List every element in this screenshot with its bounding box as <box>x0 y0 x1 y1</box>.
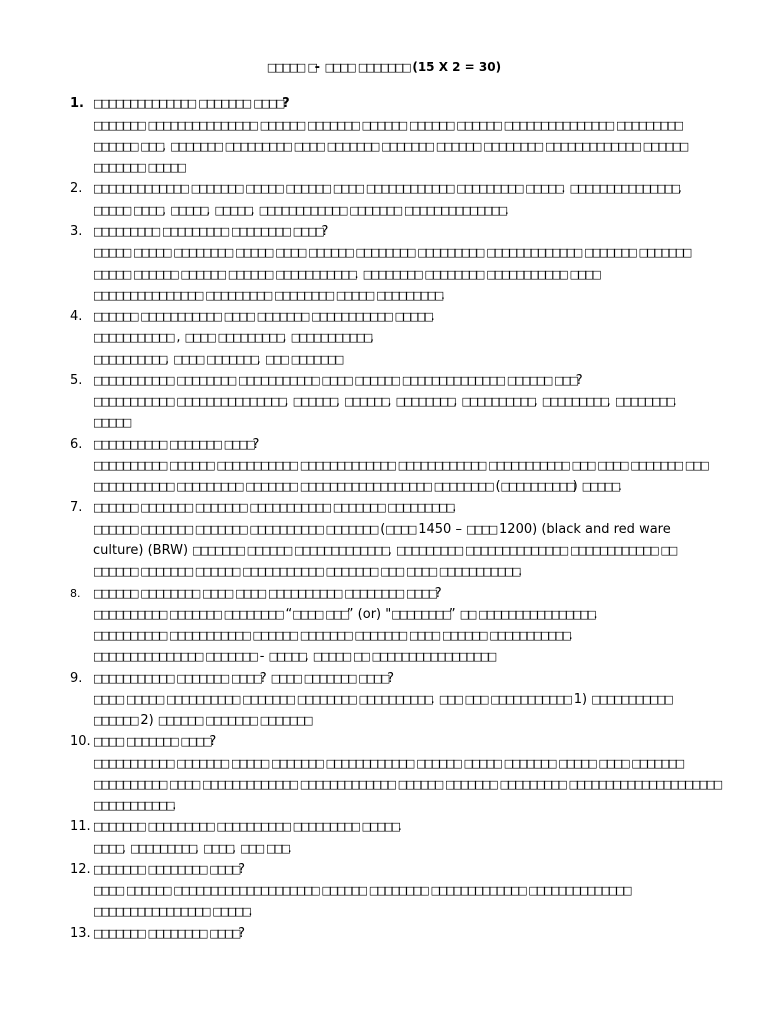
answer-line: □□□□□□ □□□□□□□ □□□□□□□ □□□□□□□□□□ □□□□□□□ (□□□□ 1450 – □□□□ 1200) (black and red ware <box>93 521 671 537</box>
question-number: 2. <box>70 181 83 197</box>
question-number: 11. <box>70 819 91 835</box>
answer-line: □□□□ □□□□□□ □□□□□□□□□□□□□□□□□□□□ □□□□□□ □□□□□□□□ □□□□□□□□□□□□□ □□□□□□□□□□□□□□ <box>93 884 630 898</box>
question-body <box>93 178 730 221</box>
answer-line: □□□□ □□□□□ □□□□□□□□□□ □□□□□□□ □□□□□□□□ □□□□□□□□□□. □□□ □□□ □□□□□□□□□□□ 1) □□□□□□□□□□□ <box>93 691 671 707</box>
answer-line: □□□□□□□□□□ □□□□□□ □□□□□□□□□□□ □□□□□□□□□□□□□ □□□□□□□□□□□□ □□□□□□□□□□□ □□□ □□□□ □□□□□□□ □□□ <box>93 458 707 472</box>
answer-line: □□□□□□□□□□□□□□□ □□□□□□□□□ □□□□□□□□ □□□□□ □□□□□□□□□. <box>93 287 446 303</box>
question-number: 4. <box>70 309 83 325</box>
question-item <box>70 668 730 732</box>
question-body <box>93 668 730 732</box>
answer-line: culture) (BRW) □□□□□□□ □□□□□□ □□□□□□□□□□□□□, □□□□□□□□□ □□□□□□□□□□□□□□ □□□□□□□□□□□□ □□ <box>93 542 675 558</box>
question-text: □□□□□□□ □□□□□□□□ □□□□? <box>93 861 246 877</box>
question-item <box>70 178 730 221</box>
question-body <box>93 583 730 668</box>
answer-line: □□□□□□□□□□□ □□□□□□□□□ □□□□□□□ □□□□□□□□□□□□□□□□□□ □□□□□□□□ (□□□□□□□□□□) □□□□□. <box>93 479 622 495</box>
answer-line: □□□□□□□□□□□ □□□□□□□□□□□□□□□, □□□□□□, □□□□□□, □□□□□□□□, □□□□□□□□□□, □□□□□□□□□, □□□□□□□□. <box>93 394 677 410</box>
answer-line: □□□□□□□□□□ □□□□ □□□□□□□□□□□□□ □□□□□□□□□□□□□ □□□□□□ □□□□□□□ □□□□□□□□□ □□□□□□□□□□□□□□□□□□□□□ <box>93 777 720 791</box>
question-text: □□□□ □□□□□□□ □□□□? <box>93 734 217 750</box>
section-title-text: □□□□□ □- □□□□ □□□□□□□ <box>266 60 409 75</box>
question-body <box>93 731 730 816</box>
answer-line: □□□□□□□□□□ □□□□□□□□□□□ □□□□□□ □□□□□□□ □□□□□□□ □□□□ □□□□□□ □□□□□□□□□□□. <box>93 628 573 644</box>
question-body <box>93 221 730 306</box>
question-text: □□□□□□ □□□□□□□□ □□□□ □□□□ □□□□□□□□□□ □□□□□□□□ □□□□? <box>93 585 442 601</box>
question-text: □□□□□□□□□□□ □□□□□□□□ □□□□□□□□□□□ □□□□ □□□□□□ □□□□□□□□□□□□□□ □□□□□□ □□□? <box>93 372 583 388</box>
answer-line: □□□□□□□ □□□□□ <box>93 161 184 175</box>
question-number: 7. <box>70 500 83 516</box>
answer-line: □□□□□□ 2) □□□□□□ □□□□□□□ □□□□□□□ <box>93 713 311 729</box>
question-body <box>93 434 730 498</box>
answer-line: □□□□□□□□□□□. <box>93 798 177 814</box>
question-body <box>93 859 730 923</box>
question-number: 9. <box>70 670 83 686</box>
answer-line: □□□□□□□□□□ □□□□□□□ □□□□□□□□ “□□□□ □□□” (or) "□□□□□□□□” □□ □□□□□□□□□□□□□□□□. <box>93 606 598 622</box>
answer-line: □□□□□□ □□□□□□□ □□□□□□ □□□□□□□□□□□ □□□□□□□ □□□ □□□□ □□□□□□□□□□□. <box>93 564 523 580</box>
answer-line: □□□□□ □□□□□ □□□□□□□□ □□□□□ □□□□ □□□□□□ □□□□□□□□ □□□□□□□□□ □□□□□□□□□□□□□ □□□□□□□ □□□□□□□ <box>93 246 690 260</box>
answer-line: □□□□□□□□□□□□□□□ □□□□□□□ - □□□□□, □□□□□ □□ □□□□□□□□□□□□□□□□□ <box>93 649 495 665</box>
question-text: □□□□□□□ □□□□□□□□□ □□□□□□□□□□ □□□□□□□□□ □□□□□. <box>93 819 402 835</box>
question-body <box>93 497 730 582</box>
question-number: 12. <box>70 861 91 877</box>
question-text: □□□□□□□□□□□ □□□□□□□ □□□□? □□□□ □□□□□□□ □□□□? <box>93 670 395 686</box>
answer-line: □□□□□□□□□□□□□□□□ □□□□□. <box>93 904 253 920</box>
question-body <box>93 93 730 178</box>
question-item <box>70 859 730 923</box>
question-item <box>70 583 730 668</box>
answer-line: □□□□□□ □□□, □□□□□□□ □□□□□□□□□ □□□□ □□□□□□□ □□□□□□□ □□□□□□ □□□□□□□□ □□□□□□□□□□□□□ □□□□□□ <box>93 138 686 154</box>
question-item <box>70 93 730 178</box>
question-number: 3. <box>70 223 83 239</box>
question-item <box>70 370 730 434</box>
question-body <box>93 923 730 944</box>
question-list <box>70 93 730 944</box>
answer-line: □□□□□ <box>93 416 130 430</box>
question-body <box>93 306 730 370</box>
question-number: 8. <box>70 586 81 600</box>
answer-line: □□□□□□□□□□, □□□□ □□□□□□□, □□□ □□□□□□□ <box>93 351 342 367</box>
question-text: □□□□□□□□□□ □□□□□□□ □□□□? <box>93 436 260 452</box>
question-text: □□□□□□□□□ □□□□□□□□□ □□□□□□□□ □□□□? <box>93 223 329 239</box>
question-body <box>93 816 730 859</box>
question-text: □□□□□□□□□□□□□ □□□□□□□ □□□□□ □□□□□□ □□□□ □□□□□□□□□□□□ □□□□□□□□□ □□□□□. □□□□□□□□□□□□□□□, <box>93 181 682 197</box>
answer-line: □□□□□□□□□□□ , □□□□ □□□□□□□□□, □□□□□□□□□□□, <box>93 330 375 346</box>
question-text: □□□□□□□ □□□□□□□□ □□□□? <box>93 925 246 941</box>
question-number: 13. <box>70 925 91 941</box>
question-item <box>70 923 730 944</box>
answer-line: □□□□□□□□□□□ □□□□□□□ □□□□□ □□□□□□□ □□□□□□□□□□□□ □□□□□□ □□□□□ □□□□□□□ □□□□□ □□□□ □□□□□□□ <box>93 756 682 770</box>
question-text: □□□□□□ □□□□□□□□□□□ □□□□ □□□□□□□ □□□□□□□□□□□ □□□□□. <box>93 309 435 325</box>
answer-line: □□□□, □□□□□□□□□, □□□□, □□□ □□□. <box>93 840 292 856</box>
answer-line: □□□□□ □□□□□□ □□□□□□ □□□□□□ □□□□□□□□□□□. □□□□□□□□ □□□□□□□□ □□□□□□□□□□□ □□□□ <box>93 266 599 282</box>
question-item <box>70 497 730 582</box>
question-number: 10. <box>70 734 91 750</box>
question-item <box>70 434 730 498</box>
question-number: 5. <box>70 372 83 388</box>
question-text: □□□□□□□□□□□□□□ □□□□□□□ □□□□? <box>93 96 290 112</box>
question-item <box>70 221 730 306</box>
question-body <box>93 370 730 434</box>
question-number: 6. <box>70 436 83 452</box>
question-item <box>70 731 730 816</box>
question-number: 1. <box>70 96 84 112</box>
section-title <box>0 57 768 78</box>
section-marks: (15 X 2 = 30) <box>412 60 502 74</box>
answer-line: □□□□□□□ □□□□□□□□□□□□□□□ □□□□□□ □□□□□□□ □□□□□□ □□□□□□ □□□□□□ □□□□□□□□□□□□□□□ □□□□□□□□□ <box>93 118 681 132</box>
question-item <box>70 816 730 859</box>
question-item <box>70 306 730 370</box>
answer-line: □□□□□ □□□□, □□□□□, □□□□□, □□□□□□□□□□□□ □□□□□□□ □□□□□□□□□□□□□□. <box>93 202 509 218</box>
question-text: □□□□□□ □□□□□□□ □□□□□□□ □□□□□□□□□□□ □□□□□□□ □□□□□□□□□. <box>93 500 457 516</box>
